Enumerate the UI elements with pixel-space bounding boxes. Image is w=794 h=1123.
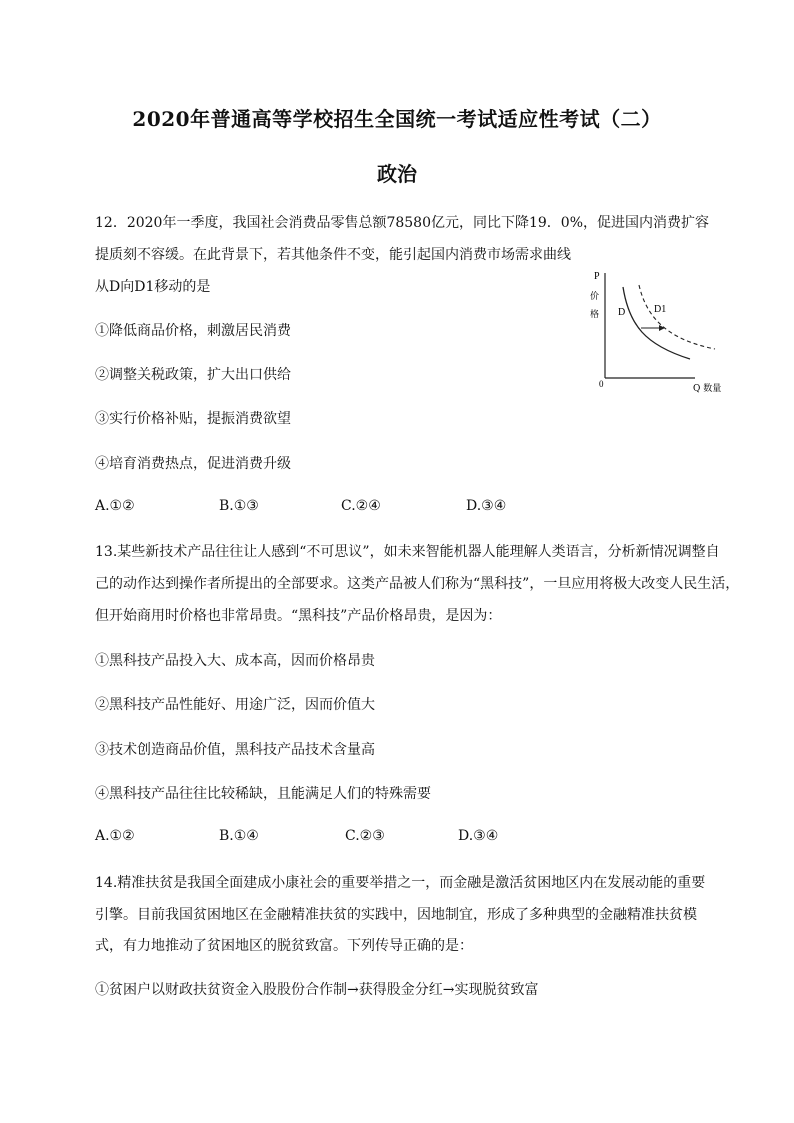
q13-stem-line-3: 但开始商用时价格也非常昂贵。“黑科技”产品价格昂贵，是因为： (95, 608, 502, 624)
origin-label: 0 (599, 379, 604, 389)
q13-choice-a: A.①② (95, 828, 135, 844)
q13-choice-d: D.③④ (458, 828, 499, 844)
q14-stem-line-2: 引擎。目前我国贫困地区在金融精准扶贫的实践中，因地制宜，形成了多种典型的金融精准扶贫模 (95, 907, 697, 923)
q12-stem-line-3: 从D向D1移动的是 (95, 279, 211, 295)
q13-statement-3: ③技术创造商品价值，黑科技产品技术含量高 (95, 742, 375, 758)
q12-stem-line-1: 12．2020年一季度，我国社会消费品零售总额78580亿元，同比下降19．0%，促进国内消费扩容 (95, 215, 710, 231)
q14-stem-line-3: 式，有力地推动了贫困地区的脱贫致富。下列传导正确的是： (95, 938, 473, 954)
y-axis-word-1: 价 (590, 292, 600, 302)
curve-d1-label: D1 (654, 304, 667, 315)
q12-stem-line-2: 提质刻不容缓。在此背景下，若其他条件不变，能引起国内消费市场需求曲线 (95, 247, 571, 263)
y-axis-letter: P (594, 271, 600, 282)
q12-choice-d: D.③④ (466, 498, 507, 514)
q12-statement-3: ③实行价格补贴，提振消费欲望 (95, 411, 291, 427)
q13-choice-c: C.②③ (345, 828, 385, 844)
q13-stem-line-1: 13.某些新技术产品往往让人感到“不可思议”，如未来智能机器人能理解人类语言，分析新情况调整自 (95, 544, 720, 560)
exam-title: 2020年普通高等学校招生全国统一考试适应性考试（二） (132, 107, 662, 131)
q12-choice-a: A.①② (95, 498, 135, 514)
demand-curve-d (623, 287, 690, 359)
q12-choice-c: C.②④ (341, 498, 381, 514)
q14-stem-line-1: 14.精准扶贫是我国全面建成小康社会的重要举措之一，而金融是激活贫困地区内在发展动能的重要 (95, 875, 706, 891)
q12-statement-4: ④培育消费热点，促进消费升级 (95, 456, 291, 472)
y-axis-word-2: 格 (590, 310, 600, 320)
q12-statement-1: ①降低商品价格，刺激居民消费 (95, 323, 291, 339)
curve-d-label: D (618, 307, 626, 318)
q14-statement-1: ①贫困户以财政扶贫资金入股股份合作制→获得股金分红→实现脱贫致富 (95, 982, 539, 998)
q13-choice-b: B.①④ (219, 828, 259, 844)
q13-stem-line-2: 己的动作达到操作者所提出的全部要求。这类产品被人们称为“黑科技”，一旦应用将极大改变人民生活， (95, 576, 740, 592)
q12-choice-b: B.①③ (219, 498, 259, 514)
q12-statement-2: ②调整关税政策，扩大出口供给 (95, 367, 291, 383)
q13-statement-2: ②黑科技产品性能好、用途广泛，因而价值大 (95, 697, 375, 713)
demand-curve-graph (585, 265, 735, 400)
q13-statement-1: ①黑科技产品投入大、成本高，因而价格昂贵 (95, 653, 375, 669)
subject-title: 政治 (377, 162, 417, 186)
q13-statement-4: ④黑科技产品往往比较稀缺，且能满足人们的特殊需要 (95, 786, 431, 802)
x-axis-label: Q 数量 (693, 384, 722, 394)
shift-arrow-head (659, 325, 665, 331)
